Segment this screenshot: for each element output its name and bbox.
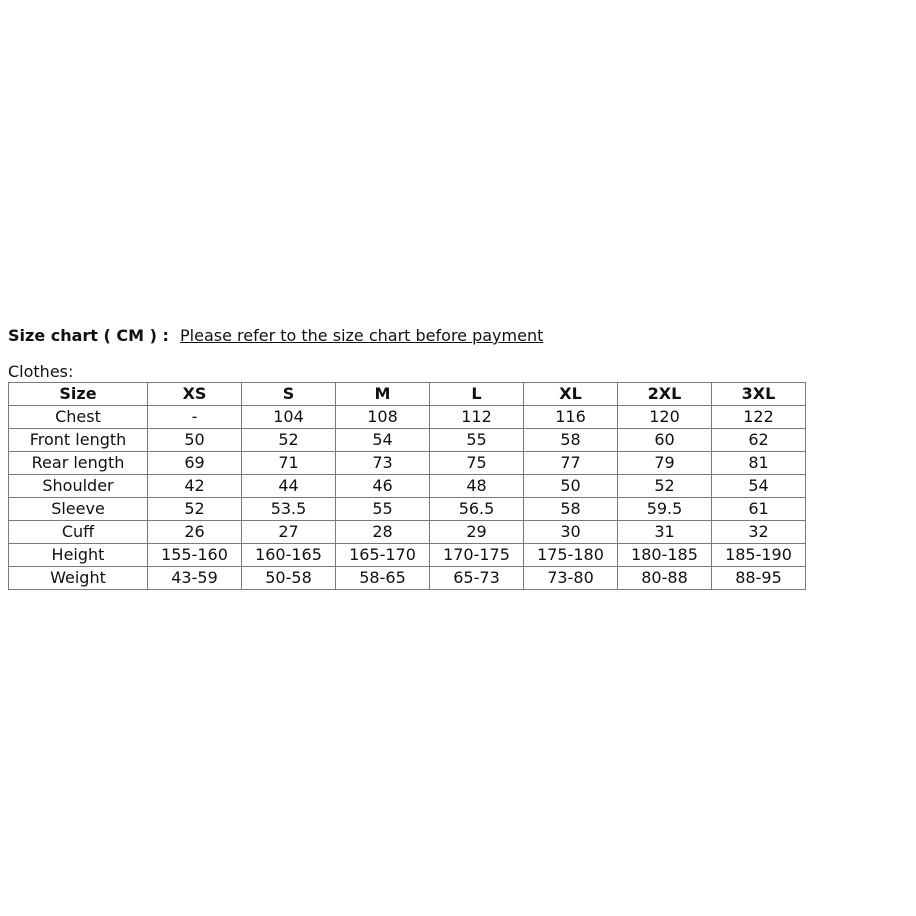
value-cell: 56.5 [430,498,524,521]
table-row [9,475,806,498]
value-cell: 54 [712,475,806,498]
table-row [9,498,806,521]
size-chart-heading [8,326,543,345]
value-cell: 65-73 [430,567,524,590]
value-cell: 185-190 [712,544,806,567]
value-cell: 73-80 [524,567,618,590]
row-label-cell: Cuff [9,521,148,544]
size-chart-title: Size chart ( CM ) : [8,326,169,345]
row-label-cell: Weight [9,567,148,590]
value-cell: 58 [524,429,618,452]
table-row [9,406,806,429]
header-cell: XL [524,383,618,406]
value-cell: 50-58 [242,567,336,590]
value-cell: 52 [618,475,712,498]
value-cell: 50 [524,475,618,498]
value-cell: 73 [336,452,430,475]
value-cell: 46 [336,475,430,498]
value-cell: 175-180 [524,544,618,567]
value-cell: 71 [242,452,336,475]
table-header-row [9,383,806,406]
value-cell: 155-160 [148,544,242,567]
table-row [9,521,806,544]
value-cell: 42 [148,475,242,498]
value-cell: 53.5 [242,498,336,521]
size-table [8,382,806,590]
value-cell: 52 [242,429,336,452]
value-cell: 69 [148,452,242,475]
header-cell: M [336,383,430,406]
value-cell: 122 [712,406,806,429]
value-cell: 60 [618,429,712,452]
header-cell: 3XL [712,383,806,406]
value-cell: 59.5 [618,498,712,521]
value-cell: 120 [618,406,712,429]
value-cell: 26 [148,521,242,544]
section-label-clothes: Clothes: [8,362,74,381]
value-cell: 79 [618,452,712,475]
header-cell: XS [148,383,242,406]
header-cell: 2XL [618,383,712,406]
row-label-cell: Height [9,544,148,567]
row-label-cell: Shoulder [9,475,148,498]
value-cell: 54 [336,429,430,452]
value-cell: 160-165 [242,544,336,567]
table-row [9,452,806,475]
value-cell: 80-88 [618,567,712,590]
value-cell: 180-185 [618,544,712,567]
value-cell: 165-170 [336,544,430,567]
value-cell: 88-95 [712,567,806,590]
value-cell: 81 [712,452,806,475]
row-label-cell: Sleeve [9,498,148,521]
value-cell: 170-175 [430,544,524,567]
value-cell: 29 [430,521,524,544]
value-cell: 75 [430,452,524,475]
value-cell: 112 [430,406,524,429]
table-row [9,544,806,567]
row-label-cell: Rear length [9,452,148,475]
header-cell: S [242,383,336,406]
value-cell: 48 [430,475,524,498]
value-cell: 44 [242,475,336,498]
row-label-cell: Chest [9,406,148,429]
value-cell: 27 [242,521,336,544]
value-cell: 30 [524,521,618,544]
value-cell: 77 [524,452,618,475]
size-chart-note: Please refer to the size chart before payment [180,326,544,345]
value-cell: 58-65 [336,567,430,590]
value-cell: 62 [712,429,806,452]
table-row [9,429,806,452]
value-cell: 104 [242,406,336,429]
value-cell: 31 [618,521,712,544]
header-cell: L [430,383,524,406]
row-label-cell: Front length [9,429,148,452]
header-cell: Size [9,383,148,406]
value-cell: 55 [336,498,430,521]
value-cell: 52 [148,498,242,521]
value-cell: 43-59 [148,567,242,590]
value-cell: 50 [148,429,242,452]
value-cell: 108 [336,406,430,429]
value-cell: 55 [430,429,524,452]
value-cell: - [148,406,242,429]
value-cell: 116 [524,406,618,429]
table-row [9,567,806,590]
value-cell: 28 [336,521,430,544]
value-cell: 32 [712,521,806,544]
value-cell: 61 [712,498,806,521]
value-cell: 58 [524,498,618,521]
